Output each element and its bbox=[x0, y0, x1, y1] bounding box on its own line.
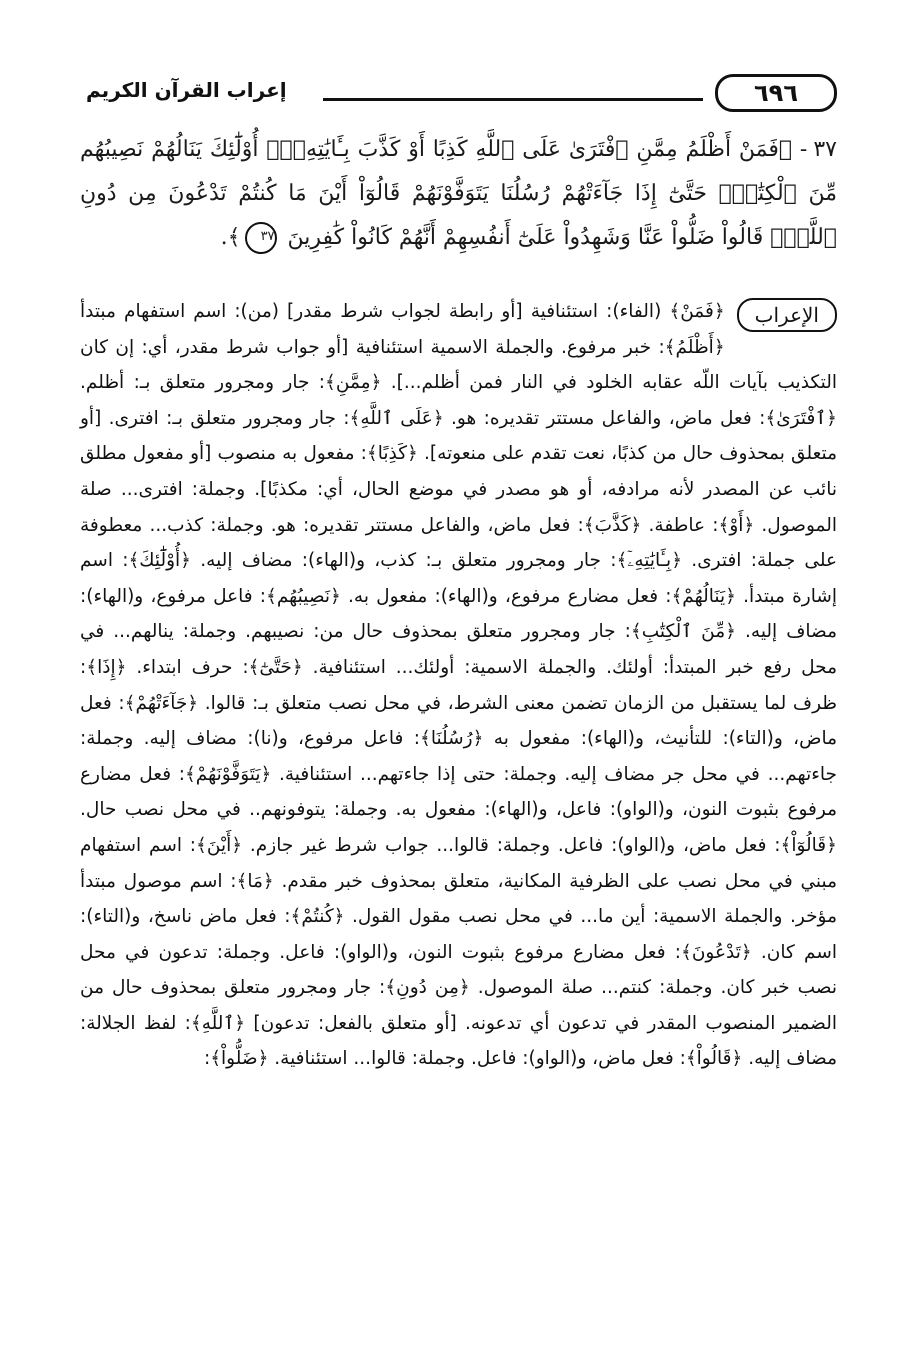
book-title: إعراب القرآن الكريم bbox=[86, 78, 287, 102]
verse-closing: ﴾. bbox=[220, 225, 241, 250]
ayah-end-marker: ٣٧ bbox=[245, 222, 277, 254]
header-rule bbox=[323, 98, 703, 101]
page-header bbox=[80, 70, 837, 120]
irab-section bbox=[80, 294, 837, 1077]
page-number: ٦٩٦ bbox=[715, 74, 837, 112]
verse-text: - ﴿فَمَنْ أَظْلَمُ مِمَّنِ ٱفْتَرَىٰ عَلَى ٱللَّهِ كَذِبًا أَوْ كَذَّبَ بِـَٔايَٰتِهِۦٓۚ أُوْلَٰٓئِكَ يَنَالُهُمْ نَصِيبُهُم مِّنَ ٱلْكِتَٰبِۖ حَتَّىٰٓ إِذَا جَآءَتْهُمْ رُسُلُنَا يَتَوَفَّوْنَهُمْ قَالُوٓاْ أَيْنَ مَا كُنتُمْ تَدْعُونَ مِن دُونِ ٱللَّهِۖ قَالُواْ ضَلُّواْ عَنَّا وَشَهِدُواْ عَلَىٰٓ أَنفُسِهِمْ أَنَّهُمْ كَانُواْ كَٰفِرِينَ bbox=[80, 137, 837, 250]
irab-label: الإعراب bbox=[737, 298, 837, 332]
quran-verse bbox=[80, 128, 837, 260]
irab-text: ﴿فَمَنْ﴾ (الفاء): استئنافية [أو رابطة لجواب شرط مقدر] (من): اسم استفهام مبتدأ ﴿أَظْلَمُ﴾: خبر مرفوع. والجملة الاسمية استئنافية [أو جواب شرط مقدر، أي: إن كان التكذيب بآيات اللّه عقابه الخلود في النار فمن أظلم...]. ﴿مِمَّنِ﴾: جار ومجرور متعلق بـ: أظلم. ﴿ٱفْتَرَىٰ﴾: فعل ماض، والفاعل مستتر تقديره: هو. ﴿عَلَى ٱللَّهِ﴾: جار ومجرور متعلق بـ: افترى. [أو متعلق بمحذوف حال من كذبًا، نعت تقدم على منعوته]. ﴿كَذِبًا﴾: مفعول به منصوب [أو مفعول مطلق نائب عن المصدر لأنه مرادفه، أو هو مصدر في موضع الحال، أي: مكذبًا]. وجملة: افترى... صلة الموصول. ﴿أَوْ﴾: عاطفة. ﴿كَذَّبَ﴾: فعل ماض، والفاعل مستتر تقديره: هو. وجملة: كذب... معطوفة على جملة: افترى. ﴿بِـَٔايَٰتِهِۦٓ﴾: جار ومجرور متعلق بـ: كذب، و(الهاء): مضاف إليه. ﴿أُوْلَٰٓئِكَ﴾: اسم إشارة مبتدأ. ﴿يَنَالُهُمْ﴾: فعل مضارع مرفوع، و(الهاء): مفعول به. ﴿نَصِيبُهُم﴾: فاعل مرفوع، و(الهاء): مضاف إليه. ﴿مِّنَ ٱلْكِتَٰبِ﴾: جار ومجرور متعلق بمحذوف حال من: نصيبهم. وجملة: ينالهم... في محل رفع خبر المبتدأ: أولئك. والجملة الاسمية: أولئك... استئنافية. ﴿حَتَّىٰٓ﴾: حرف ابتداء. ﴿إِذَا﴾: ظرف لما يستقبل من الزمان تضمن معنى الشرط، في محل نصب متعلق بـ: قالوا. ﴿جَآءَتْهُمْ﴾: فعل ماض، و(التاء): للتأنيث، و(الهاء): مفعول به ﴿رُسُلُنَا﴾: فاعل مرفوع، و(نا): مضاف إليه. وجملة: جاءتهم... في محل جر مضاف إليه. وجملة: حتى إذا جاءتهم... استئنافية. ﴿يَتَوَفَّوْنَهُمْ﴾: فعل مضارع مرفوع بثبوت النون، و(الواو): فاعل، و(الهاء): مفعول به. وجملة: يتوفونهم.. في محل نصب حال. ﴿قَالُوٓاْ﴾: فعل ماض، و(الواو): فاعل. وجملة: قالوا... جواب شرط غير جازم. ﴿أَيْنَ﴾: اسم استفهام مبني في محل نصب على الظرفية المكانية، متعلق بمحذوف خبر مقدم. ﴿مَا﴾: اسم موصول مبتدأ مؤخر. والجملة الاسمية: أين ما... في محل نصب مقول القول. ﴿كُنتُمْ﴾: فعل ماض ناسخ، و(التاء): اسم كان. ﴿تَدْعُونَ﴾: فعل مضارع مرفوع بثبوت النون، و(الواو): فاعل. وجملة: تدعون في محل نصب خبر كان. وجملة: كنتم... صلة الموصول. ﴿مِن دُونِ﴾: جار ومجرور متعلق بمحذوف حال من الضمير المنصوب المقدر في تدعون أي تدعونه. [أو متعلق بالفعل: تدعون] ﴿ٱللَّهِ﴾: لفظ الجلالة: مضاف إليه. ﴿قَالُواْ﴾: فعل ماض، و(الواو): فاعل. وجملة: قالوا... استئنافية. ﴿ضَلُّواْ﴾: bbox=[80, 301, 837, 1070]
verse-number: ٣٧ bbox=[813, 137, 837, 162]
